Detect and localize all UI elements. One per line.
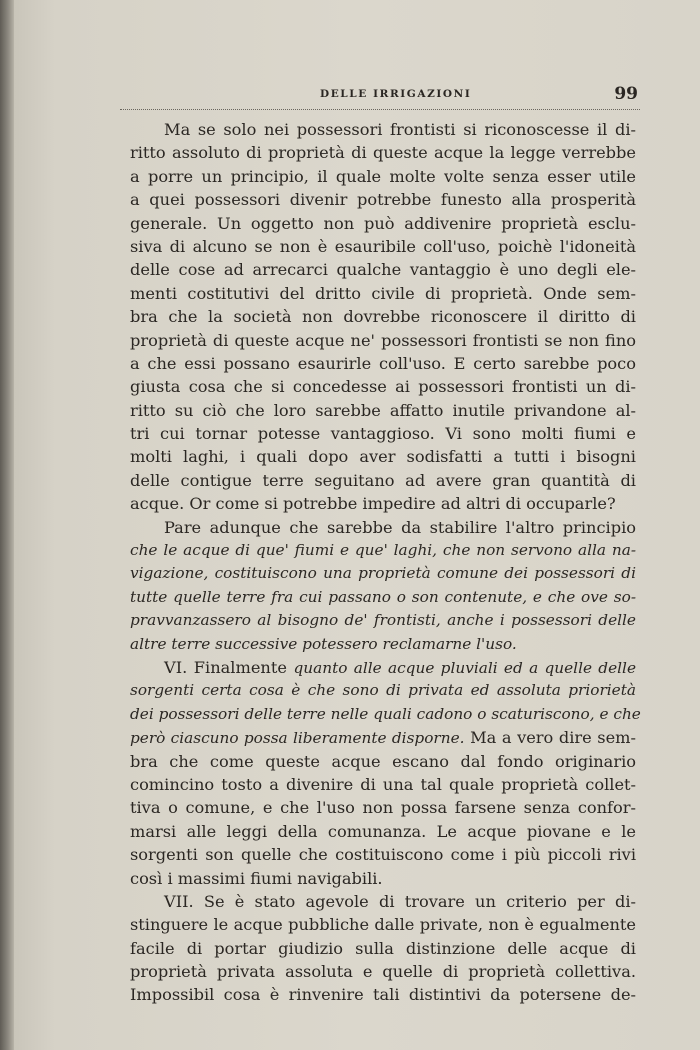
page-number: 99 <box>614 84 638 104</box>
text-line: Pare adunque che sarebbe da stabilire l'altro principio <box>164 517 636 537</box>
book-gutter <box>0 0 14 1050</box>
text-line: facile di portar giudizio sulla distinzione delle acque di <box>130 938 636 958</box>
text-line: tutte quelle terre fra cui passano o son contenute, e che ove so- <box>130 587 636 606</box>
text-line: pravvanzassero al bisogno de' frontisti, anche i possessori delle <box>130 611 636 630</box>
text-line: a che essi possano esaurirle coll'uso. E certo sarebbe poco <box>130 353 636 373</box>
text-line <box>130 726 636 749</box>
text-line: dei possessori delle terre nelle quali cadono o scaturiscono, e che <box>130 704 641 723</box>
text-line <box>130 656 636 679</box>
text-line: siva di alcuno se non è esauribile coll'uso, poichè l'idoneità <box>130 236 636 256</box>
text-line: delle contigue terre seguitano ad avere gran quantità di <box>130 470 636 490</box>
italic-run: però ciascuno possa liberamente disporne. <box>130 729 465 748</box>
text-line: bra che la società non dovrebbe riconoscere il diritto di <box>130 307 636 327</box>
text-line: proprietà di queste acque ne' possessori frontisti se non fino <box>130 330 636 350</box>
text-line: comincino tosto a divenire di una tal quale proprietà collet- <box>130 774 636 794</box>
text-line: ritto assoluto di proprietà di queste acque la legge verrebbe <box>130 143 636 163</box>
roman-run: VI. Finalmente <box>164 657 294 677</box>
text-line: Ma se solo nei possessori frontisti si riconoscesse il di- <box>164 120 636 139</box>
text-line: proprietà privata assoluta e quelle di proprietà collettiva. <box>130 962 636 982</box>
text-line: generale. Un oggetto non può addivenire proprietà esclu- <box>130 213 636 233</box>
text-line: così i massimi fiumi navigabili. <box>130 868 383 888</box>
running-head-title: DELLE IRRIGAZIONI <box>320 88 472 100</box>
text-line: a quei possessori divenir potrebbe funesto alla prosperità <box>130 190 636 210</box>
text-line: sorgenti certa cosa è che sono di privata ed assoluta priorietà <box>130 681 636 700</box>
text-line: tri cui tornar potesse vantaggioso. Vi sono molti fiumi e <box>130 424 636 444</box>
text-line: menti costitutivi del dritto civile di proprietà. Onde sem- <box>130 283 636 303</box>
text-line: stinguere le acque pubbliche dalle private, non è egualmente <box>130 915 636 935</box>
text-line: bra che come queste acque escano dal fondo originario <box>130 751 636 771</box>
text-line: a porre un principio, il quale molte volte senza esser utile <box>130 166 636 186</box>
text-line: Impossibil cosa è rinvenire tali distintivi da potersene de- <box>130 985 636 1005</box>
text-line: giusta cosa che si concedesse ai possessori frontisti un di- <box>130 377 636 397</box>
running-head-rule <box>120 109 640 110</box>
text-line: acque. Or come si potrebbe impedire ad altri di occuparle? <box>130 494 616 514</box>
text-line: sorgenti son quelle che costituiscono come i più piccoli rivi <box>130 845 636 865</box>
text-line: VII. Se è stato agevole di trovare un criterio per di- <box>164 891 636 911</box>
running-head <box>120 84 640 110</box>
roman-run: Ma a vero dire sem- <box>464 728 636 748</box>
text-line: ritto su ciò che loro sarebbe affatto inutile privandone al- <box>130 400 636 420</box>
text-line: altre terre successive potessero reclamarne l'uso. <box>130 634 517 653</box>
text-line: che le acque di que' fiumi e que' laghi, che non servono alla na- <box>130 541 636 560</box>
text-line: molti laghi, i quali dopo aver sodisfatti a tutti i bisogni <box>130 447 636 467</box>
text-line: marsi alle leggi della comunanza. Le acque piovane e le <box>130 821 636 841</box>
text-line: vigazione, costituiscono una proprietà comune dei possessori di <box>130 564 636 583</box>
text-line: tiva o comune, e che l'uso non possa farsene senza confor- <box>130 798 636 818</box>
body-text <box>130 118 641 1007</box>
book-page <box>14 0 700 1050</box>
italic-run: quanto alle acque pluviali ed a quelle delle <box>293 658 636 677</box>
text-line: delle cose ad arrecarci qualche vantaggio è uno degli ele- <box>130 260 636 280</box>
